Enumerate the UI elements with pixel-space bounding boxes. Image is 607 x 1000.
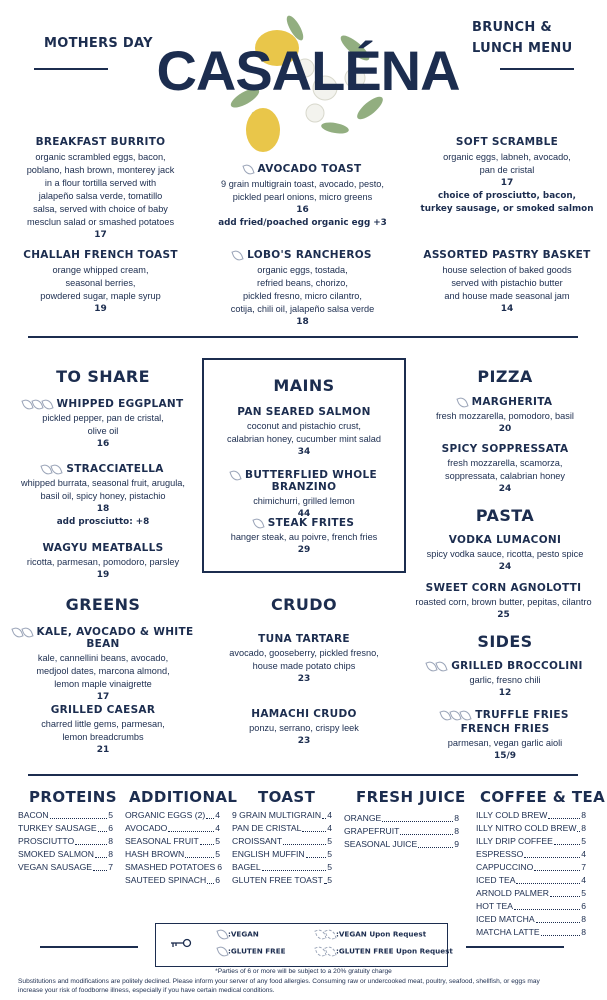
section-title-greens: GREENS xyxy=(65,595,141,614)
gluten-free-leaf-icon xyxy=(436,659,448,672)
price-list-row xyxy=(344,812,459,825)
item-addon: turkey sausage, or smoked salmon xyxy=(420,204,594,214)
price-list-item: AVOCADO xyxy=(125,823,168,833)
price-list-row xyxy=(476,900,586,913)
vegan-leaf-icon xyxy=(242,162,254,175)
price-list-row xyxy=(18,822,113,835)
section-title-to-share: TO SHARE xyxy=(56,367,150,386)
price-list-row xyxy=(476,913,586,926)
item-name: FRENCH FRIES xyxy=(460,723,550,735)
desc-line: mesclun salad or smashed potatoes xyxy=(26,217,175,227)
dot-leader xyxy=(322,809,326,819)
allergy-disclaimer-2: increase your risk of foodborne illness, especially if you have certain medical conditions. xyxy=(18,987,275,994)
price-list-item: ARNOLD PALMER xyxy=(476,888,549,898)
item-name: SOFT SCRAMBLE xyxy=(455,136,559,148)
price-list-price: 8 xyxy=(581,914,586,924)
price-list-item: CAPPUCCINO xyxy=(476,862,534,872)
desc-line: house made potato chips xyxy=(252,661,356,671)
vegan-leaf-icon xyxy=(31,397,43,410)
section-title-coffee-tea: COFFEE & TEA xyxy=(480,788,606,806)
menu-item-sweet-corn-agnolotti xyxy=(400,582,607,622)
desc-line: pickled fresno, micro cilantro, xyxy=(243,291,362,301)
price-list-item: SAUTEED SPINACH xyxy=(125,875,207,885)
price-list-item: ILLY COLD BREW xyxy=(476,810,548,820)
desc-line: and house made seasonal jam xyxy=(444,291,570,301)
dot-leader xyxy=(185,848,214,858)
price-list-row xyxy=(476,887,586,900)
menu-item-tuna-tartare xyxy=(204,633,404,686)
menu-item-grilled-broccolini xyxy=(405,660,605,700)
price-list-item: ICED TEA xyxy=(476,875,516,885)
desc-line: refried beans, chorizo, xyxy=(257,278,348,288)
item-name: VODKA LUMACONI xyxy=(448,534,562,546)
price-list-row xyxy=(18,809,113,822)
desc-line: salsa, served with choice of baby xyxy=(33,204,168,214)
dot-leader xyxy=(514,900,580,910)
menu-item-kale-salad xyxy=(5,626,201,704)
item-addon: choice of prosciutto, bacon, xyxy=(437,191,577,201)
dot-leader xyxy=(577,822,580,832)
legend-gluten-free: :GLUTEN FREE xyxy=(228,946,286,956)
price-list-row xyxy=(18,835,113,848)
menu-item-whipped-eggplant xyxy=(8,398,198,451)
divider xyxy=(40,946,138,948)
desc-line: whipped burrata, seasonal fruit, arugula, xyxy=(21,478,185,488)
menu-item-grilled-caesar xyxy=(8,704,198,757)
menu-item-steak-frites xyxy=(204,517,404,557)
desc-line: lemon breadcrumbs xyxy=(62,732,144,742)
item-name: SWEET CORN AGNOLOTTI xyxy=(425,582,582,594)
price-list-row xyxy=(476,926,586,939)
price-list-row xyxy=(232,861,332,874)
gluten-free-leaf-icon xyxy=(216,945,228,958)
price-list-row xyxy=(125,874,220,887)
gluten-free-leaf-icon xyxy=(41,397,53,410)
price-list-row xyxy=(18,848,113,861)
price-list-price: 6 xyxy=(108,823,113,833)
price-list-item: SEASONAL FRUIT xyxy=(125,836,199,846)
item-price: 17 xyxy=(500,178,514,188)
price-list-item: CROISSANT xyxy=(232,836,283,846)
dot-leader xyxy=(262,861,327,871)
desc-line: parmesan, vegan garlic aioli xyxy=(447,738,563,748)
divider xyxy=(466,946,564,948)
desc-line: in a flour tortilla served with xyxy=(44,178,157,188)
desc-line: organic eggs, tostada, xyxy=(257,265,348,275)
dot-leader xyxy=(95,848,107,858)
item-name: STRACCIATELLA xyxy=(66,463,164,475)
menu-item-stracciatella xyxy=(8,463,198,529)
price-list-row xyxy=(232,822,332,835)
item-price: 15/9 xyxy=(493,751,517,761)
price-list-price: 6 xyxy=(581,901,586,911)
price-list-item: BAGEL xyxy=(232,862,261,872)
item-desc xyxy=(8,151,193,229)
item-price: 34 xyxy=(297,447,311,457)
vegan-leaf-icon xyxy=(216,928,228,941)
price-list-item: ENGLISH MUFFIN xyxy=(232,849,305,859)
price-list-price: 7 xyxy=(581,862,586,872)
item-price: 18 xyxy=(96,504,110,514)
price-list-item: ILLY NITRO COLD BREW xyxy=(476,823,577,833)
divider xyxy=(34,68,108,70)
dot-leader xyxy=(283,835,326,845)
dot-leader xyxy=(302,822,326,832)
price-list-price: 5 xyxy=(215,836,220,846)
desc-line: soppressata, calabrian honey xyxy=(444,471,566,481)
price-list-item: TURKEY SAUSAGE xyxy=(18,823,97,833)
legend-vegan: :VEGAN xyxy=(228,929,259,939)
menu-item-pastry-basket xyxy=(412,249,602,316)
price-list-row xyxy=(232,809,332,822)
price-list-item: GRAPEFRUIT xyxy=(344,826,400,836)
price-list-row xyxy=(476,822,586,835)
item-name: PAN SEARED SALMON xyxy=(237,406,371,418)
price-list-price: 9 xyxy=(454,839,459,849)
item-name: HAMACHI CRUDO xyxy=(251,708,357,720)
item-name: ASSORTED PASTRY BASKET xyxy=(423,249,591,261)
desc-line: pickled pepper, pan de cristal, xyxy=(42,413,164,423)
item-price: 19 xyxy=(96,570,110,580)
desc-line: pickled pearl onions, micro greens xyxy=(232,192,373,202)
gluten-free-leaf-icon xyxy=(460,708,472,721)
item-price: 29 xyxy=(297,545,311,555)
desc-line: charred little gems, parmesan, xyxy=(41,719,165,729)
desc-line: house selection of baked goods xyxy=(442,265,572,275)
price-list-row xyxy=(232,874,332,887)
item-name: TUNA TARTARE xyxy=(258,633,350,645)
item-addon: add fried/poached organic egg +3 xyxy=(218,218,387,228)
desc-line: medjool dates, marcona almond, xyxy=(36,666,170,676)
menu-title-line1: BRUNCH & xyxy=(472,20,553,35)
price-list-price: 6 xyxy=(217,862,223,872)
item-price: 12 xyxy=(498,688,512,698)
dot-leader xyxy=(306,848,327,858)
section-title-additional: ADDITIONAL xyxy=(129,788,238,806)
dot-leader xyxy=(98,822,108,832)
price-list-price: 5 xyxy=(327,836,332,846)
divider xyxy=(500,68,574,70)
section-divider xyxy=(28,336,578,338)
price-list-item: ORANGE xyxy=(344,813,382,823)
desc-line: roasted corn, brown butter, pepitas, cilantro xyxy=(415,597,592,607)
gratuity-note: *Parties of 6 or more will be subject to a 20% gratuity charge xyxy=(215,968,392,975)
price-list-item: BACON xyxy=(18,810,49,820)
desc-line: spicy vodka sauce, ricotta, pesto spice xyxy=(426,549,584,559)
price-list-price: 8 xyxy=(581,927,586,937)
menu-item-fries xyxy=(405,709,605,763)
price-list-item: SMOKED SALMON xyxy=(18,849,94,859)
item-price: 17 xyxy=(96,692,110,702)
legend-gf-request: :GLUTEN FREE Upon Request xyxy=(336,946,453,956)
price-list-row xyxy=(476,848,586,861)
price-list-item: ICED MATCHA xyxy=(476,914,535,924)
price-list-price: 6 xyxy=(215,875,220,885)
desc-line: kale, cannellini beans, avocado, xyxy=(37,653,169,663)
menu-item-lobos-rancheros xyxy=(195,249,410,329)
item-price: 21 xyxy=(96,745,110,755)
item-name: SPICY SOPPRESSATA xyxy=(441,443,569,455)
price-list-row xyxy=(125,809,220,822)
desc-line: powdered sugar, maple syrup xyxy=(40,291,161,301)
price-list-price: 5 xyxy=(215,849,220,859)
item-price: 23 xyxy=(297,736,311,746)
section-title-mains: MAINS xyxy=(273,376,335,395)
item-name: CHALLAH FRENCH TOAST xyxy=(23,249,178,261)
item-price: 24 xyxy=(498,484,512,494)
menu-item-vodka-lumaconi xyxy=(405,534,605,574)
item-name: STEAK FRITES xyxy=(267,517,355,529)
price-list-price: 4 xyxy=(215,823,220,833)
price-list-price: 5 xyxy=(108,810,113,820)
vegan-leaf-icon xyxy=(456,395,468,408)
menu-item-branzino xyxy=(204,469,404,521)
price-list-row xyxy=(125,822,220,835)
additional-list xyxy=(125,809,223,887)
desc-line: 9 grain multigrain toast, avocado, pesto, xyxy=(221,179,384,189)
price-list-price: 5 xyxy=(327,849,332,859)
price-list-row xyxy=(476,809,586,822)
section-title-sides: SIDES xyxy=(477,632,533,651)
item-name: MARGHERITA xyxy=(471,396,553,408)
dot-leader xyxy=(548,809,580,819)
desc-line: orange whipped cream, xyxy=(52,265,149,275)
item-name: BREAKFAST BURRITO xyxy=(35,136,166,148)
item-name: BUTTERFLIED WHOLE BRANZINO xyxy=(245,469,377,493)
restaurant-logo: CASALÉNA xyxy=(156,39,460,102)
item-name: AVOCADO TOAST xyxy=(257,163,362,175)
desc-line: served with pistachio butter xyxy=(451,278,563,288)
gluten-free-leaf-icon xyxy=(51,462,63,475)
item-price: 25 xyxy=(497,610,510,620)
desc-line: hanger steak, au poivre, french fries xyxy=(230,532,378,542)
price-list-item: ILLY DRIP COFFEE xyxy=(476,836,553,846)
legend-vegan-request: :VEGAN Upon Request xyxy=(336,929,427,939)
desc-line: organic scrambled eggs, bacon, xyxy=(35,152,166,162)
menu-item-wagyu-meatballs xyxy=(8,542,198,582)
dot-leader xyxy=(200,835,215,845)
desc-line: basil oil, spicy honey, pistachio xyxy=(40,491,166,501)
price-list-item: MATCHA LATTE xyxy=(476,927,540,937)
price-list-price: 5 xyxy=(327,862,332,872)
gluten-free-leaf-icon xyxy=(232,248,244,261)
occasion-title: MOTHERS DAY xyxy=(44,36,153,51)
price-list-row xyxy=(125,848,220,861)
price-list-row xyxy=(232,835,332,848)
menu-item-hamachi-crudo xyxy=(204,708,404,748)
price-list-price: 4 xyxy=(215,810,220,820)
item-price: 44 xyxy=(297,509,311,519)
item-price: 14 xyxy=(500,304,514,314)
dot-leader xyxy=(382,812,453,822)
vegan-leaf-icon xyxy=(11,625,23,638)
dot-leader xyxy=(418,838,453,848)
price-list-price: 4 xyxy=(581,849,586,859)
dot-leader xyxy=(536,913,581,923)
price-list-price: 5 xyxy=(581,836,586,846)
desc-line: avocado, gooseberry, pickled fresno, xyxy=(229,648,379,658)
desc-line: olive oil xyxy=(87,426,119,436)
price-list-row xyxy=(125,861,223,874)
menu-item-spicy-soppressata xyxy=(405,443,605,496)
section-title-fresh-juice: FRESH JUICE xyxy=(356,788,466,806)
item-name: KALE, AVOCADO & WHITE BEAN xyxy=(36,626,194,650)
item-price: 23 xyxy=(297,674,311,684)
key-icon xyxy=(170,937,192,949)
vegan-request-icon xyxy=(324,928,336,941)
menu-item-challah-french-toast xyxy=(8,249,193,316)
desc-line: cotija, chili oil, jalapeño salsa verde xyxy=(230,304,375,314)
dot-leader xyxy=(50,809,108,819)
price-list-row xyxy=(344,825,459,838)
juice-list xyxy=(344,812,459,851)
dot-leader xyxy=(168,822,214,832)
section-divider xyxy=(28,774,578,776)
dot-leader xyxy=(400,825,453,835)
item-name: TRUFFLE FRIES xyxy=(475,709,569,721)
price-list-row xyxy=(476,861,586,874)
dot-leader xyxy=(534,861,580,871)
desc-line: garlic, fresno chili xyxy=(469,675,541,685)
desc-line: organic eggs, labneh, avocado, xyxy=(443,152,571,162)
dot-leader xyxy=(554,835,580,845)
dot-leader xyxy=(207,874,214,884)
toast-list xyxy=(232,809,332,887)
section-title-toast: TOAST xyxy=(258,788,316,806)
price-list-price: 7 xyxy=(108,862,113,872)
price-list-item: GLUTEN FREE TOAST xyxy=(232,875,323,885)
gluten-free-leaf-icon xyxy=(252,516,264,529)
menu-item-avocado-toast xyxy=(195,163,410,230)
item-name: GRILLED CAESAR xyxy=(50,704,156,716)
menu-item-breakfast-burrito xyxy=(8,136,193,242)
section-title-proteins: PROTEINS xyxy=(29,788,117,806)
price-list-item: PROSCIUTTO xyxy=(18,836,75,846)
desc-line: pan de cristal xyxy=(479,165,535,175)
proteins-list xyxy=(18,809,113,874)
desc-line: ponzu, serrano, crispy leek xyxy=(249,723,359,733)
price-list-row xyxy=(125,835,220,848)
price-list-item: 9 GRAIN MULTIGRAIN xyxy=(232,810,322,820)
dot-leader xyxy=(93,861,107,871)
price-list-price: 8 xyxy=(454,826,459,836)
price-list-price: 4 xyxy=(581,875,586,885)
price-list-item: VEGAN SAUSAGE xyxy=(18,862,93,872)
item-name: GRILLED BROCCOLINI xyxy=(451,660,583,672)
price-list-item: PAN DE CRISTAL xyxy=(232,823,302,833)
price-list-row xyxy=(344,838,459,851)
price-list-item: HASH BROWN xyxy=(125,849,185,859)
price-list-row xyxy=(232,848,332,861)
price-list-price: 8 xyxy=(581,823,586,833)
price-list-row xyxy=(476,874,586,887)
item-price: 20 xyxy=(498,424,512,434)
desc-line: poblano, hash brown, monterey jack xyxy=(26,165,175,175)
coffee-list xyxy=(476,809,586,939)
item-name: LOBO'S RANCHEROS xyxy=(247,249,372,261)
price-list-item: HOT TEA xyxy=(476,901,513,911)
price-list-price: 8 xyxy=(108,849,113,859)
item-price: 16 xyxy=(96,439,110,449)
section-title-pasta: PASTA xyxy=(475,506,535,525)
item-price: 24 xyxy=(498,562,512,572)
desc-line: coconut and pistachio crust, xyxy=(247,421,361,431)
desc-line: seasonal berries, xyxy=(65,278,136,288)
dot-leader xyxy=(75,835,107,845)
menu-item-pan-seared-salmon xyxy=(204,406,404,459)
menu-title-line2: LUNCH MENU xyxy=(472,41,573,56)
price-list-price: 4 xyxy=(327,810,332,820)
dot-leader xyxy=(324,874,326,884)
item-price: 18 xyxy=(296,317,309,327)
gf-request-icon xyxy=(324,945,336,958)
price-list-price: 4 xyxy=(327,823,332,833)
item-price: 17 xyxy=(94,230,107,240)
dietary-legend xyxy=(155,923,453,967)
desc-line: fresh mozzarella, pomodoro, basil xyxy=(436,411,574,421)
dot-leader xyxy=(541,926,581,936)
dot-leader xyxy=(550,887,580,897)
price-list-item: SEASONAL JUICE xyxy=(344,839,418,849)
price-list-price: 8 xyxy=(581,810,586,820)
desc-line: ricotta, parmesan, pomodoro, parsley xyxy=(26,557,180,567)
desc-line: calabrian honey, cucumber mint salad xyxy=(226,434,382,444)
dot-leader xyxy=(524,848,580,858)
desc-line: fresh mozzarella, scamorza, xyxy=(447,458,563,468)
menu-item-margherita xyxy=(405,396,605,436)
vegan-leaf-icon xyxy=(21,397,33,410)
allergy-disclaimer: Substitutions and modifications are politely declined. Please inform your server of any food allergies. Consuming raw or undercooked meat, poultry, seafood, shellfish, or eggs may xyxy=(18,978,540,985)
desc-line: lemon maple vinaigrette xyxy=(54,679,152,689)
gluten-free-leaf-icon xyxy=(229,468,241,481)
gluten-free-leaf-icon xyxy=(21,625,33,638)
price-list-price: 5 xyxy=(327,875,332,885)
price-list-row xyxy=(18,861,113,874)
price-list-price: 8 xyxy=(454,813,459,823)
item-addon: add prosciutto: +8 xyxy=(56,517,150,527)
item-price: 19 xyxy=(94,304,107,314)
item-name: WHIPPED EGGPLANT xyxy=(56,398,184,410)
price-list-price: 5 xyxy=(581,888,586,898)
price-list-item: ESPRESSO xyxy=(476,849,524,859)
dot-leader xyxy=(516,874,580,884)
section-title-crudo: CRUDO xyxy=(271,595,337,614)
dot-leader xyxy=(206,809,214,819)
price-list-row xyxy=(476,835,586,848)
item-name: WAGYU MEATBALLS xyxy=(42,542,164,554)
desc-line: chimichurri, grilled lemon xyxy=(253,496,355,506)
section-title-pizza: PIZZA xyxy=(477,367,533,386)
desc-line: jalapeño salsa verde, tomatillo xyxy=(38,191,163,201)
price-list-item: SMASHED POTATOES xyxy=(125,862,216,872)
price-list-item: ORGANIC EGGS (2) xyxy=(125,810,206,820)
item-price: 16 xyxy=(296,205,309,215)
price-list-price: 8 xyxy=(108,836,113,846)
menu-item-soft-scramble xyxy=(412,136,602,216)
